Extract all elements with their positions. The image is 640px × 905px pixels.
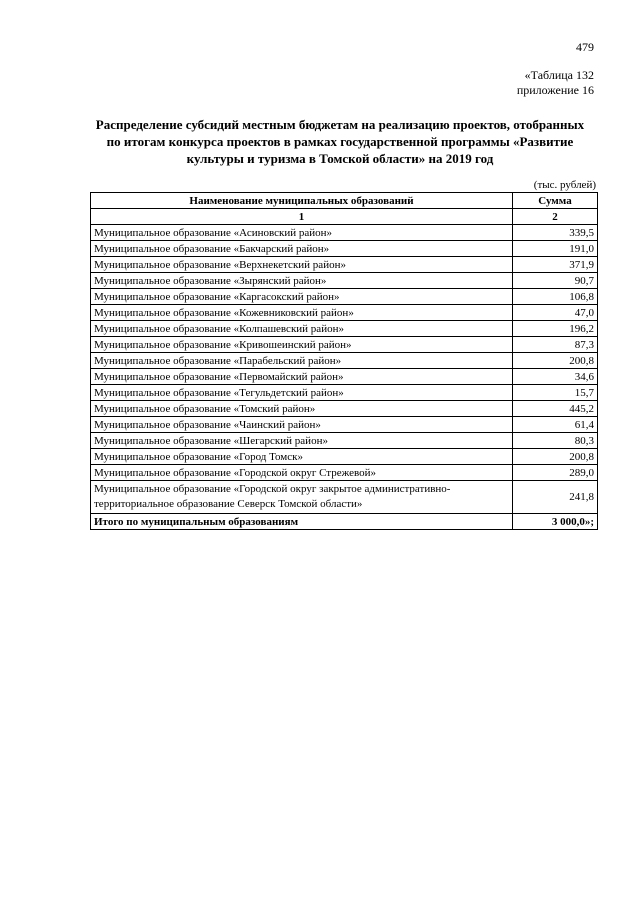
subsidy-sum: 61,4 bbox=[513, 417, 598, 433]
subsidies-table bbox=[90, 192, 598, 530]
subsidy-sum: 289,0 bbox=[513, 465, 598, 481]
units-label: (тыс. рублей) bbox=[533, 179, 596, 191]
municipality-name: Муниципальное образование «Каргасокский район» bbox=[91, 289, 513, 305]
municipality-name: Муниципальное образование «Колпашевский район» bbox=[91, 321, 513, 337]
total-row bbox=[91, 514, 598, 530]
table-row bbox=[91, 465, 598, 481]
municipality-name: Муниципальное образование «Тегульдетский район» bbox=[91, 385, 513, 401]
subsidy-sum: 371,9 bbox=[513, 257, 598, 273]
table-row bbox=[91, 369, 598, 385]
table-row bbox=[91, 401, 598, 417]
table-row bbox=[91, 257, 598, 273]
table-row bbox=[91, 417, 598, 433]
appendix-label: приложение 16 bbox=[516, 83, 594, 97]
subsidy-sum: 80,3 bbox=[513, 433, 598, 449]
municipality-name: Муниципальное образование «Чаинский район» bbox=[91, 417, 513, 433]
municipality-name: Муниципальное образование «Городской округ Стрежевой» bbox=[91, 465, 513, 481]
header-sum: Сумма bbox=[513, 193, 598, 209]
subsidy-sum: 339,5 bbox=[513, 225, 598, 241]
document-title: Распределение субсидий местным бюджетам на реализацию проектов, отобранных по итогам конкурса проектов в рамках государственной программы «Развитие культуры и туризма в Томской области» на 2019 год bbox=[95, 117, 585, 166]
subsidy-sum: 196,2 bbox=[513, 321, 598, 337]
table-row bbox=[91, 385, 598, 401]
table-row bbox=[91, 305, 598, 321]
column-number-1: 1 bbox=[91, 209, 513, 225]
table-row bbox=[91, 353, 598, 369]
table-row bbox=[91, 225, 598, 241]
subsidy-sum: 34,6 bbox=[513, 369, 598, 385]
subsidy-sum: 87,3 bbox=[513, 337, 598, 353]
subsidy-sum: 47,0 bbox=[513, 305, 598, 321]
subsidy-sum: 200,8 bbox=[513, 353, 598, 369]
subsidy-sum: 106,8 bbox=[513, 289, 598, 305]
table-row bbox=[91, 337, 598, 353]
municipality-name: Муниципальное образование «Зырянский район» bbox=[91, 273, 513, 289]
header-name: Наименование муниципальных образований bbox=[91, 193, 513, 209]
municipality-name: Муниципальное образование «Город Томск» bbox=[91, 449, 513, 465]
municipality-name: Муниципальное образование «Бакчарский район» bbox=[91, 241, 513, 257]
municipality-name: Муниципальное образование «Шегарский район» bbox=[91, 433, 513, 449]
table-row bbox=[91, 289, 598, 305]
municipality-name: Муниципальное образование «Парабельский район» bbox=[91, 353, 513, 369]
table-row bbox=[91, 321, 598, 337]
municipality-name: Муниципальное образование «Кривошеинский район» bbox=[91, 337, 513, 353]
municipality-name: Муниципальное образование «Первомайский район» bbox=[91, 369, 513, 385]
table-body bbox=[91, 225, 598, 514]
table-header-row bbox=[91, 193, 598, 209]
table-label: «Таблица 132 bbox=[524, 68, 594, 82]
municipality-name: Муниципальное образование «Верхнекетский район» bbox=[91, 257, 513, 273]
table-row bbox=[91, 273, 598, 289]
table-row bbox=[91, 449, 598, 465]
table-row bbox=[91, 241, 598, 257]
table-caption bbox=[517, 68, 594, 98]
subsidy-sum: 90,7 bbox=[513, 273, 598, 289]
subsidy-sum: 15,7 bbox=[513, 385, 598, 401]
subsidy-sum: 191,0 bbox=[513, 241, 598, 257]
municipality-name: Муниципальное образование «Кожевниковский район» bbox=[91, 305, 513, 321]
municipality-name: Муниципальное образование «Городской округ закрытое административно-территориальное образование Северск Томской области» bbox=[91, 481, 513, 514]
subsidy-sum: 445,2 bbox=[513, 401, 598, 417]
table-row bbox=[91, 481, 598, 514]
total-sum: 3 000,0»; bbox=[513, 514, 598, 530]
column-number-row bbox=[91, 209, 598, 225]
page-number: 479 bbox=[576, 40, 594, 54]
subsidy-sum: 200,8 bbox=[513, 449, 598, 465]
subsidy-sum: 241,8 bbox=[513, 481, 598, 514]
column-number-2: 2 bbox=[513, 209, 598, 225]
municipality-name: Муниципальное образование «Асиновский район» bbox=[91, 225, 513, 241]
total-label: Итого по муниципальным образованиям bbox=[91, 514, 513, 530]
table-row bbox=[91, 433, 598, 449]
municipality-name: Муниципальное образование «Томский район» bbox=[91, 401, 513, 417]
